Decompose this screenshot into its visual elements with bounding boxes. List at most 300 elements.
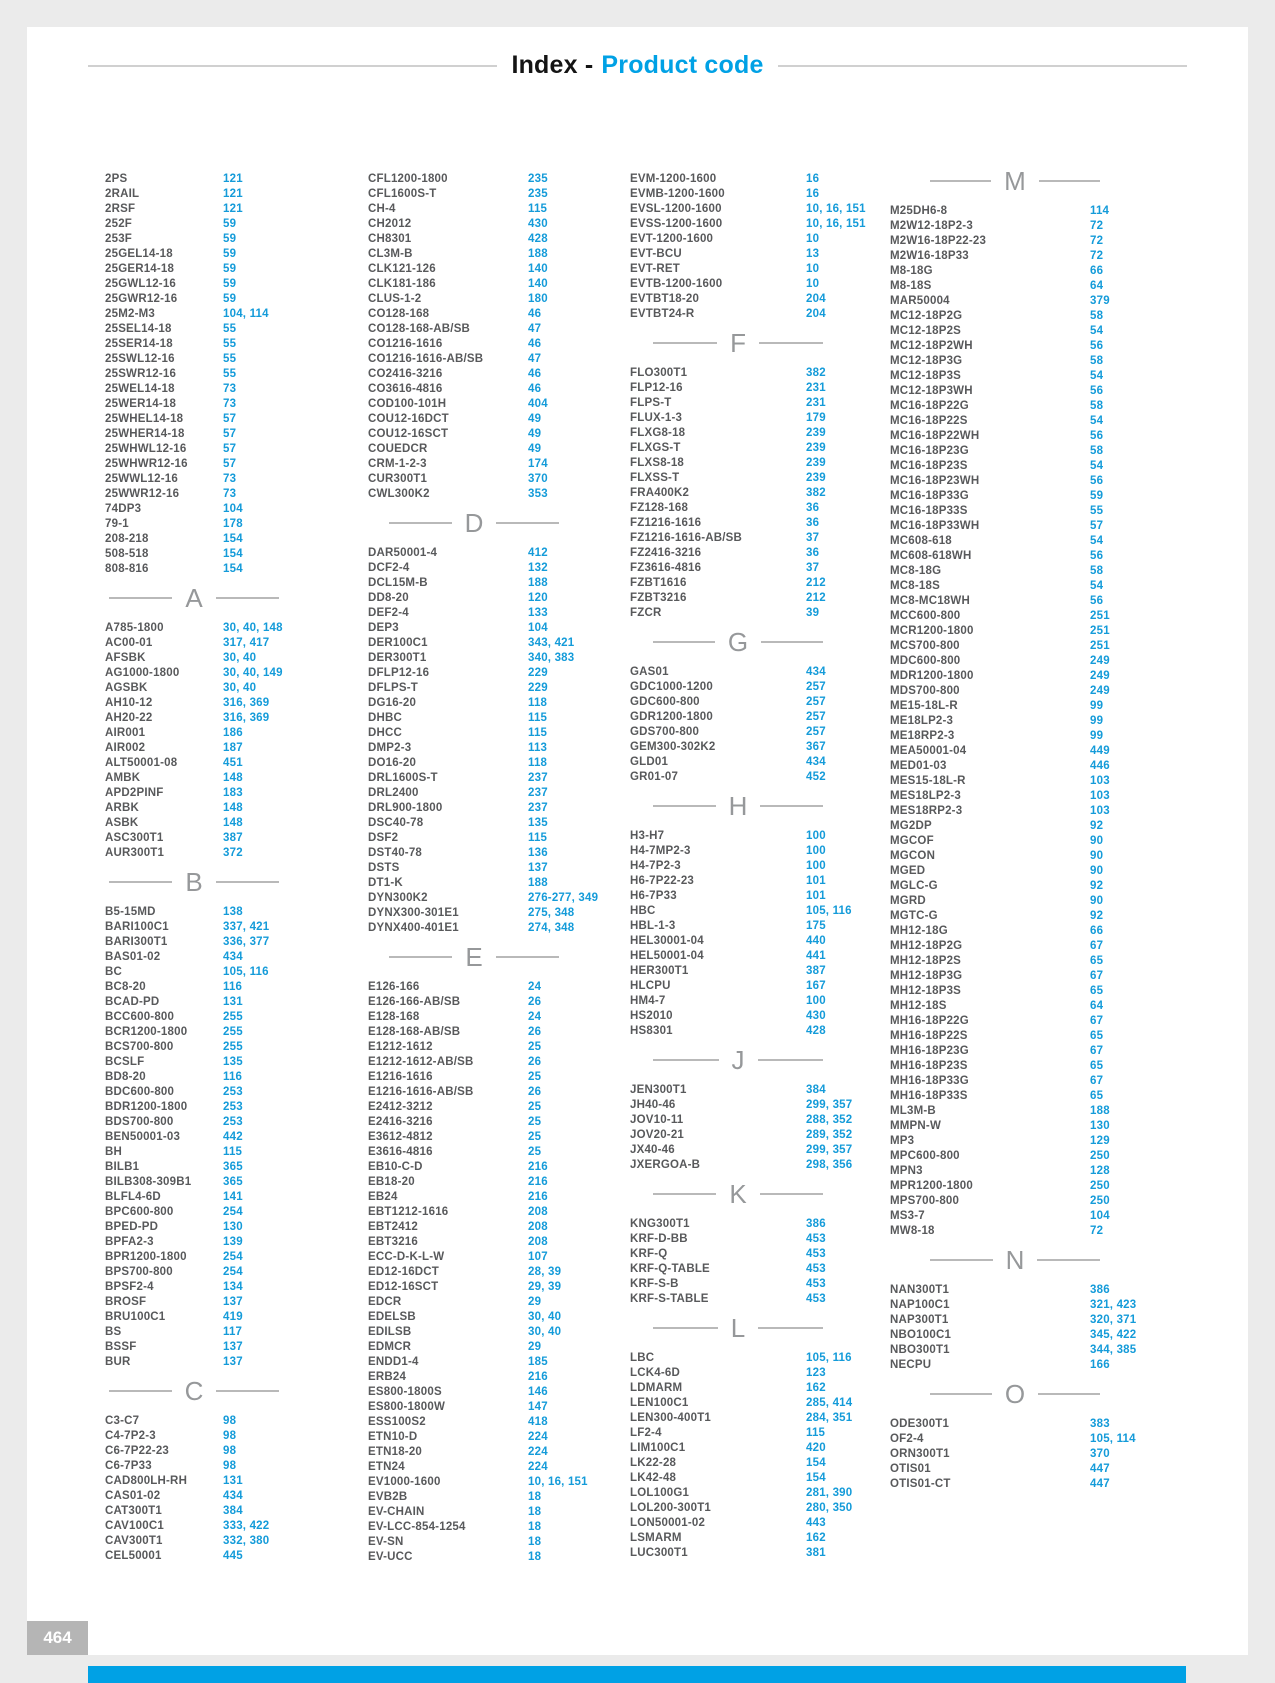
entry-code: FZ2416-3216 — [630, 547, 702, 559]
entry-code: MPC600-800 — [890, 1150, 960, 1162]
entry-code: JH40-46 — [630, 1099, 676, 1111]
entry-code: CLK121-126 — [368, 263, 436, 275]
entry-pages: 187 — [223, 742, 243, 754]
entry-pages: 57 — [223, 458, 237, 470]
entry-pages: 10, 16, 151 — [806, 203, 866, 215]
entry-code: CO1216-1616-AB/SB — [368, 353, 484, 365]
entry-pages: 100 — [806, 845, 826, 857]
section-rule — [1038, 1393, 1100, 1395]
entry-code: MH16-18P22S — [890, 1030, 968, 1042]
index-entry — [630, 710, 846, 725]
index-entry — [630, 426, 846, 441]
entry-pages: 280, 350 — [806, 1502, 853, 1514]
index-entry — [890, 219, 1140, 234]
section-header-B — [109, 867, 279, 897]
index-entry — [890, 399, 1140, 414]
entry-pages: 453 — [806, 1293, 826, 1305]
index-column-2 — [368, 172, 599, 1565]
index-entry — [105, 367, 283, 382]
index-entry — [630, 1083, 846, 1098]
index-entry — [890, 669, 1140, 684]
entry-code: FLXS8-18 — [630, 457, 685, 469]
entry-pages: 58 — [1090, 445, 1104, 457]
section-rule — [389, 522, 452, 524]
section-rule — [760, 1193, 823, 1195]
entry-pages: 26 — [528, 996, 542, 1008]
entry-code: EV-SN — [368, 1536, 404, 1548]
entry-pages: 237 — [528, 787, 548, 799]
entry-pages: 449 — [1090, 745, 1110, 757]
entry-code: BRU100C1 — [105, 1311, 166, 1323]
index-entry — [630, 695, 846, 710]
entry-code: OF2-4 — [890, 1433, 924, 1445]
section-letter: B — [185, 867, 203, 897]
entry-pages: 30, 40, 149 — [223, 667, 283, 679]
index-entry — [890, 699, 1140, 714]
entry-pages: 107 — [528, 1251, 548, 1263]
section-header-A — [109, 583, 279, 613]
index-entry — [105, 741, 283, 756]
entry-code: DFLP12-16 — [368, 667, 430, 679]
entry-code: BDR1200-1800 — [105, 1101, 188, 1113]
index-entry — [105, 1489, 283, 1504]
index-entry — [368, 427, 580, 442]
entry-pages: 30, 40 — [223, 652, 257, 664]
entry-pages: 317, 417 — [223, 637, 270, 649]
index-entry — [630, 1426, 846, 1441]
index-entry — [368, 397, 580, 412]
index-entry — [890, 789, 1140, 804]
entry-pages: 59 — [1090, 490, 1104, 502]
index-entry — [368, 1130, 580, 1145]
entry-pages: 316, 369 — [223, 712, 270, 724]
index-entry — [105, 1235, 283, 1250]
index-entry — [890, 579, 1140, 594]
entry-code: EDELSB — [368, 1311, 416, 1323]
index-entry — [630, 202, 866, 217]
entry-code: JX40-46 — [630, 1144, 675, 1156]
index-entry — [890, 729, 1140, 744]
entry-pages: 46 — [528, 383, 542, 395]
entry-code: ODE300T1 — [890, 1418, 950, 1430]
entry-code: MH12-18G — [890, 925, 948, 937]
entry-code: DCF2-4 — [368, 562, 410, 574]
index-entry — [368, 1355, 580, 1370]
entry-pages: 255 — [223, 1026, 243, 1038]
index-entry — [368, 187, 580, 202]
entry-code: DER300T1 — [368, 652, 427, 664]
index-entry — [368, 1475, 588, 1490]
index-entry — [105, 1474, 283, 1489]
entry-code: 25GWL12-16 — [105, 278, 177, 290]
entry-code: MES18LP2-3 — [890, 790, 962, 802]
section-letter: G — [727, 627, 749, 657]
entry-pages: 36 — [806, 502, 820, 514]
entry-pages: 56 — [1090, 550, 1104, 562]
entry-code: LSMARM — [630, 1532, 682, 1544]
entry-pages: 224 — [528, 1446, 548, 1458]
entry-code: M25DH6-8 — [890, 205, 948, 217]
entry-pages: 299, 357 — [806, 1099, 853, 1111]
entry-code: BSSF — [105, 1341, 137, 1353]
index-entry — [630, 606, 846, 621]
entry-code: E128-168 — [368, 1011, 420, 1023]
index-entry — [368, 1550, 580, 1565]
entry-code: MC608-618WH — [890, 550, 972, 562]
index-entry — [890, 444, 1140, 459]
entry-pages: 55 — [223, 338, 237, 350]
index-entry — [890, 1358, 1140, 1373]
entry-code: NAN300T1 — [890, 1284, 950, 1296]
entry-pages: 120 — [528, 592, 548, 604]
entry-code: C3-C7 — [105, 1415, 140, 1427]
section-rule — [109, 881, 172, 883]
index-entry — [105, 1010, 283, 1025]
index-entry — [105, 247, 283, 262]
entry-code: DHBC — [368, 712, 403, 724]
index-entry — [368, 172, 580, 187]
entry-code: ALT50001-08 — [105, 757, 178, 769]
entry-code: LF2-4 — [630, 1427, 662, 1439]
entry-pages: 55 — [223, 323, 237, 335]
entry-pages: 451 — [223, 757, 243, 769]
index-entry — [105, 1265, 283, 1280]
index-entry — [368, 472, 580, 487]
entry-code: BD8-20 — [105, 1071, 146, 1083]
entry-code: MH12-18S — [890, 1000, 947, 1012]
entry-pages: 370 — [528, 473, 548, 485]
entry-pages: 186 — [223, 727, 243, 739]
index-entry — [630, 531, 846, 546]
entry-pages: 130 — [223, 1221, 243, 1233]
index-entry — [368, 1115, 580, 1130]
entry-code: OTIS01 — [890, 1463, 931, 1475]
entry-pages: 447 — [1090, 1478, 1110, 1490]
entry-code: MPN3 — [890, 1165, 923, 1177]
entry-code: EVTBT24-R — [630, 308, 695, 320]
entry-pages: 453 — [806, 1233, 826, 1245]
index-entry — [105, 846, 283, 861]
entry-code: 25WHWR12-16 — [105, 458, 188, 470]
entry-code: ME18LP2-3 — [890, 715, 954, 727]
index-entry — [890, 309, 1140, 324]
index-entry — [368, 382, 580, 397]
entry-code: BPFA2-3 — [105, 1236, 154, 1248]
entry-code: LEN100C1 — [630, 1397, 689, 1409]
section-rule — [653, 1193, 716, 1195]
entry-code: M2W16-18P33 — [890, 250, 969, 262]
entry-code: FZCR — [630, 607, 662, 619]
entry-pages: 47 — [528, 323, 542, 335]
entry-code: ED12-16DCT — [368, 1266, 440, 1278]
entry-code: MC16-18P23WH — [890, 475, 980, 487]
index-entry — [630, 307, 846, 322]
entry-code: CAT300T1 — [105, 1505, 162, 1517]
entry-pages: 30, 40 — [528, 1311, 562, 1323]
entry-pages: 25 — [528, 1131, 542, 1143]
entry-pages: 128 — [1090, 1165, 1110, 1177]
entry-pages: 90 — [1090, 895, 1104, 907]
index-entry — [890, 534, 1140, 549]
section-rule — [758, 1327, 823, 1329]
entry-code: CAV100C1 — [105, 1520, 164, 1532]
index-entry — [630, 665, 846, 680]
entry-pages: 216 — [528, 1371, 548, 1383]
entry-pages: 98 — [223, 1445, 237, 1457]
entry-code: KNG300T1 — [630, 1218, 690, 1230]
index-entry — [890, 339, 1140, 354]
entry-code: MC608-618 — [890, 535, 952, 547]
index-entry — [368, 1025, 580, 1040]
section-header-N — [930, 1245, 1100, 1275]
entry-pages: 56 — [1090, 340, 1104, 352]
index-entry — [105, 1519, 283, 1534]
entry-pages: 320, 371 — [1090, 1314, 1137, 1326]
entry-pages: 250 — [1090, 1180, 1110, 1192]
index-entry — [630, 1158, 853, 1173]
index-entry — [105, 1504, 283, 1519]
entry-code: LEN300-400T1 — [630, 1412, 712, 1424]
entry-code: E2412-3212 — [368, 1101, 433, 1113]
index-column-1 — [105, 172, 283, 1564]
entry-pages: 136 — [528, 847, 548, 859]
entry-pages: 188 — [1090, 1105, 1110, 1117]
entry-code: C6-7P33 — [105, 1460, 152, 1472]
index-entry — [105, 636, 283, 651]
entry-pages: 59 — [223, 218, 237, 230]
entry-pages: 54 — [1090, 415, 1104, 427]
entry-code: 25SWL12-16 — [105, 353, 175, 365]
index-entry — [630, 411, 846, 426]
index-entry — [368, 1220, 580, 1235]
entry-pages: 372 — [223, 847, 243, 859]
entry-code: MC16-18P33WH — [890, 520, 980, 532]
entry-pages: 36 — [806, 547, 820, 559]
index-column-4 — [890, 166, 1140, 1492]
entry-code: MH16-18P33S — [890, 1090, 968, 1102]
entry-pages: 188 — [528, 577, 548, 589]
entry-pages: 57 — [1090, 520, 1104, 532]
entry-code: ESS100S2 — [368, 1416, 426, 1428]
index-entry — [105, 502, 283, 517]
index-entry — [105, 1355, 283, 1370]
entry-pages: 147 — [528, 1401, 548, 1413]
section-rule — [109, 597, 172, 599]
index-entry — [368, 1325, 580, 1340]
index-entry — [630, 1009, 846, 1024]
index-entry — [105, 1280, 283, 1295]
entry-code: BCAD-PD — [105, 996, 160, 1008]
index-entry — [105, 382, 283, 397]
index-entry — [368, 1265, 580, 1280]
index-entry — [630, 1411, 853, 1426]
entry-code: CEL50001 — [105, 1550, 162, 1562]
index-entry — [890, 414, 1140, 429]
index-entry — [890, 984, 1140, 999]
entry-pages: 379 — [1090, 295, 1110, 307]
entry-code: AH10-12 — [105, 697, 153, 709]
index-entry — [630, 874, 846, 889]
entry-pages: 115 — [528, 727, 548, 739]
index-entry — [105, 711, 283, 726]
entry-code: HEL30001-04 — [630, 935, 704, 947]
page-title — [497, 51, 777, 80]
entry-pages: 185 — [528, 1356, 548, 1368]
entry-pages: 251 — [1090, 610, 1110, 622]
entry-pages: 139 — [223, 1236, 243, 1248]
entry-pages: 447 — [1090, 1463, 1110, 1475]
entry-pages: 100 — [806, 830, 826, 842]
entry-code: 208-218 — [105, 533, 149, 545]
index-entry — [890, 594, 1140, 609]
index-entry — [105, 1070, 283, 1085]
index-entry — [630, 1456, 846, 1471]
index-entry — [105, 920, 283, 935]
entry-pages: 46 — [528, 368, 542, 380]
footer-accent-bar — [88, 1666, 1186, 1683]
index-entry — [890, 1164, 1140, 1179]
index-entry — [890, 234, 1140, 249]
index-entry — [368, 1055, 580, 1070]
entry-code: MDS700-800 — [890, 685, 960, 697]
index-entry — [630, 770, 846, 785]
entry-pages: 46 — [528, 308, 542, 320]
entry-code: ASBK — [105, 817, 139, 829]
index-entry — [368, 576, 580, 591]
entry-pages: 453 — [806, 1248, 826, 1260]
entry-pages: 58 — [1090, 355, 1104, 367]
entry-code: EB18-20 — [368, 1176, 415, 1188]
index-entry — [890, 1224, 1140, 1239]
entry-code: MC16-18P22WH — [890, 430, 980, 442]
entry-pages: 382 — [806, 487, 826, 499]
index-entry — [368, 337, 580, 352]
index-entry — [890, 924, 1140, 939]
index-entry — [630, 1277, 846, 1292]
entry-code: DYN300K2 — [368, 892, 428, 904]
entry-pages: 229 — [528, 682, 548, 694]
index-entry — [368, 636, 580, 651]
index-entry — [368, 756, 580, 771]
entry-pages: 137 — [223, 1341, 243, 1353]
section-header-K — [653, 1179, 823, 1209]
entry-pages: 18 — [528, 1506, 542, 1518]
entry-pages: 386 — [806, 1218, 826, 1230]
entry-pages: 57 — [223, 443, 237, 455]
entry-pages: 103 — [1090, 790, 1110, 802]
entry-code: KRF-S-B — [630, 1278, 679, 1290]
index-entry — [368, 606, 580, 621]
entry-pages: 56 — [1090, 475, 1104, 487]
index-entry — [105, 1145, 283, 1160]
entry-code: CO1216-1616 — [368, 338, 443, 350]
entry-pages: 381 — [806, 1547, 826, 1559]
index-entry — [105, 562, 283, 577]
index-entry — [890, 894, 1140, 909]
entry-code: BPC600-800 — [105, 1206, 174, 1218]
entry-code: HEL50001-04 — [630, 950, 704, 962]
entry-code: DSF2 — [368, 832, 399, 844]
index-entry — [890, 999, 1140, 1014]
entry-code: LK22-28 — [630, 1457, 677, 1469]
index-entry — [105, 905, 283, 920]
entry-code: BS — [105, 1326, 122, 1338]
entry-pages: 118 — [528, 697, 548, 709]
entry-code: MGLC-G — [890, 880, 938, 892]
entry-pages: 289, 352 — [806, 1129, 853, 1141]
entry-pages: 56 — [1090, 385, 1104, 397]
section-rule — [653, 1059, 719, 1061]
section-rule — [930, 1393, 992, 1395]
index-entry — [890, 624, 1140, 639]
entry-pages: 98 — [223, 1415, 237, 1427]
entry-code: FZBT1616 — [630, 577, 687, 589]
section-rule — [760, 805, 823, 807]
entry-code: MC12-18P2WH — [890, 340, 973, 352]
entry-pages: 250 — [1090, 1195, 1110, 1207]
entry-pages: 135 — [223, 1056, 243, 1068]
index-entry — [890, 519, 1140, 534]
entry-code: 2PS — [105, 173, 128, 185]
entry-code: DST40-78 — [368, 847, 423, 859]
index-entry — [890, 489, 1140, 504]
entry-code: DER100C1 — [368, 637, 428, 649]
entry-code: FZ3616-4816 — [630, 562, 702, 574]
index-entry — [105, 771, 283, 786]
index-entry — [630, 904, 852, 919]
index-entry — [368, 1310, 580, 1325]
entry-pages: 434 — [223, 1490, 243, 1502]
index-entry — [368, 711, 580, 726]
entry-code: MC16-18P22S — [890, 415, 968, 427]
entry-code: H4-7P2-3 — [630, 860, 681, 872]
entry-code: KRF-Q — [630, 1248, 668, 1260]
index-entry — [630, 1024, 846, 1039]
entry-code: M8-18S — [890, 280, 932, 292]
entry-code: ETN10-D — [368, 1431, 418, 1443]
index-entry — [890, 654, 1140, 669]
index-entry — [630, 979, 846, 994]
entry-code: JOV10-11 — [630, 1114, 684, 1126]
index-entry — [890, 744, 1140, 759]
entry-pages: 344, 385 — [1090, 1344, 1137, 1356]
entry-pages: 254 — [223, 1266, 243, 1278]
entry-code: CWL300K2 — [368, 488, 430, 500]
entry-pages: 188 — [528, 248, 548, 260]
entry-pages: 10 — [806, 233, 820, 245]
index-entry — [368, 681, 580, 696]
index-entry — [890, 369, 1140, 384]
entry-code: CO128-168 — [368, 308, 430, 320]
section-rule — [216, 881, 279, 883]
entry-code: ERB24 — [368, 1371, 407, 1383]
index-entry — [630, 277, 846, 292]
entry-code: BARI100C1 — [105, 921, 169, 933]
entry-pages: 72 — [1090, 1225, 1104, 1237]
index-entry — [368, 1145, 580, 1160]
index-entry — [368, 980, 580, 995]
entry-code: ORN300T1 — [890, 1448, 950, 1460]
entry-code: EV-LCC-854-1254 — [368, 1521, 466, 1533]
index-entry — [630, 381, 846, 396]
entry-pages: 59 — [223, 233, 237, 245]
entry-pages: 288, 352 — [806, 1114, 853, 1126]
page-number-badge — [27, 1621, 88, 1655]
entry-code: DFLPS-T — [368, 682, 418, 694]
header-rule-left — [88, 65, 497, 67]
entry-code: HS2010 — [630, 1010, 673, 1022]
entry-pages: 430 — [806, 1010, 826, 1022]
